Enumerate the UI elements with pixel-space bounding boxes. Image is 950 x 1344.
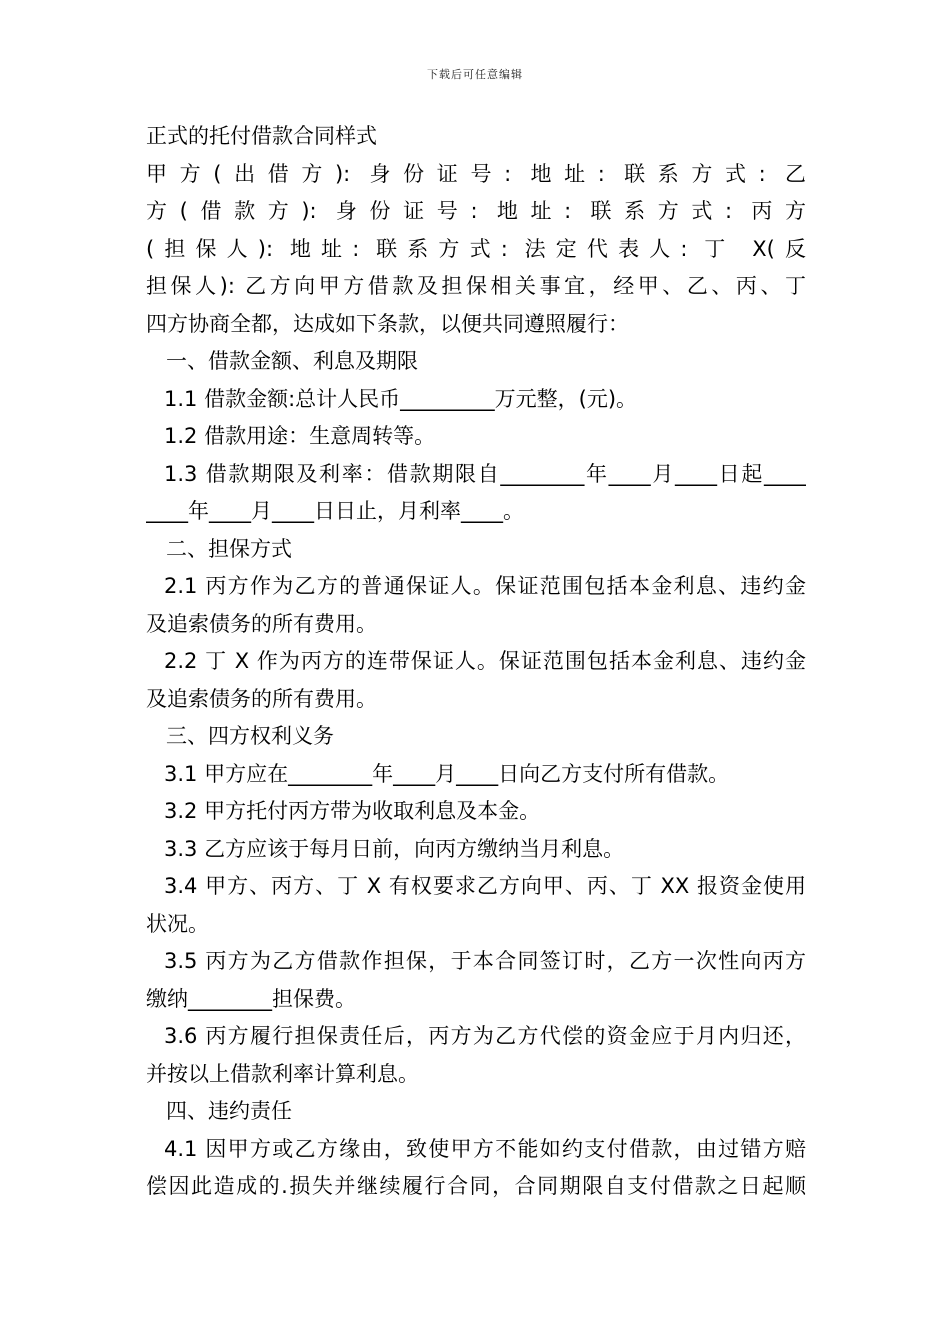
document-line: 担保人): 乙方向甲方借款及担保相关事宜，经甲、乙、丙、丁 — [146, 274, 806, 298]
document-line: 甲方(出借方): 身份证号: 地址: 联系方式: 乙 — [146, 161, 806, 186]
document-line: 3.5 丙方为乙方借款作担保，于本合同签订时，乙方一次性向丙方 — [164, 949, 806, 973]
document-line: 缴纳________担保费。 — [146, 986, 356, 1011]
document-line: 偿因此造成的.损失并继续履行合同，合同期限自支付借款之日起顺 — [146, 1174, 806, 1198]
document-line: 二、担保方式 — [166, 536, 292, 561]
document-line: ____年____月____日日止，月利率____。 — [146, 499, 524, 523]
document-line: 四方协商全都，达成如下条款，以便共同遵照履行： — [146, 311, 629, 336]
document-line: 方(借款方): 身份证号: 地址: 联系方式: 丙方 — [146, 199, 806, 223]
document-line: 3.1 甲方应在________年____月____日向乙方支付所有借款。 — [164, 761, 730, 786]
document-line: 1.3 借款期限及利率：借款期限自________年____月____日起____ — [164, 461, 806, 486]
document-line: 及追索债务的所有费用。 — [146, 686, 377, 711]
document-line: 正式的托付借款合同样式 — [146, 124, 377, 148]
document-line: 1.2 借款用途：生意周转等。 — [164, 424, 436, 448]
document-line: 1.1 借款金额:总计人民币_________万元整，(元)。 — [164, 386, 638, 411]
document-line: 4.1 因甲方或乙方缘由，致使甲方不能如约支付借款，由过错方赔 — [164, 1136, 806, 1161]
document-line: 3.2 甲方托付丙方带为收取利息及本金。 — [164, 799, 541, 823]
document-line: 3.6 丙方履行担保责任后，丙方为乙方代偿的资金应于月内归还， — [164, 1024, 806, 1048]
document-line: 一、借款金额、利息及期限 — [166, 349, 418, 373]
document-line: 并按以上借款利率计算利息。 — [146, 1061, 419, 1086]
document-body — [146, 118, 806, 1206]
document-line: 3.3 乙方应该于每月日前，向丙方缴纳当月利息。 — [164, 836, 625, 861]
document-line: 及追索债务的所有费用。 — [146, 611, 377, 636]
document-line: (担保人): 地址: 联系方式: 法定代表人: 丁 X(反 — [146, 236, 806, 261]
document-line: 3.4 甲方、丙方、丁 X 有权要求乙方向甲、丙、丁 XX 报资金使用 — [164, 874, 806, 898]
document-line: 2.1 丙方作为乙方的普通保证人。保证范围包括本金利息、违约金 — [164, 574, 806, 598]
document-line: 2.2 丁 X 作为丙方的连带保证人。保证范围包括本金利息、违约金 — [164, 649, 806, 673]
document-line: 状况。 — [146, 911, 209, 936]
document-line: 四、违约责任 — [166, 1099, 292, 1123]
page-header: 下载后可任意编辑 — [427, 68, 523, 81]
document-line: 三、四方权利义务 — [166, 724, 334, 748]
